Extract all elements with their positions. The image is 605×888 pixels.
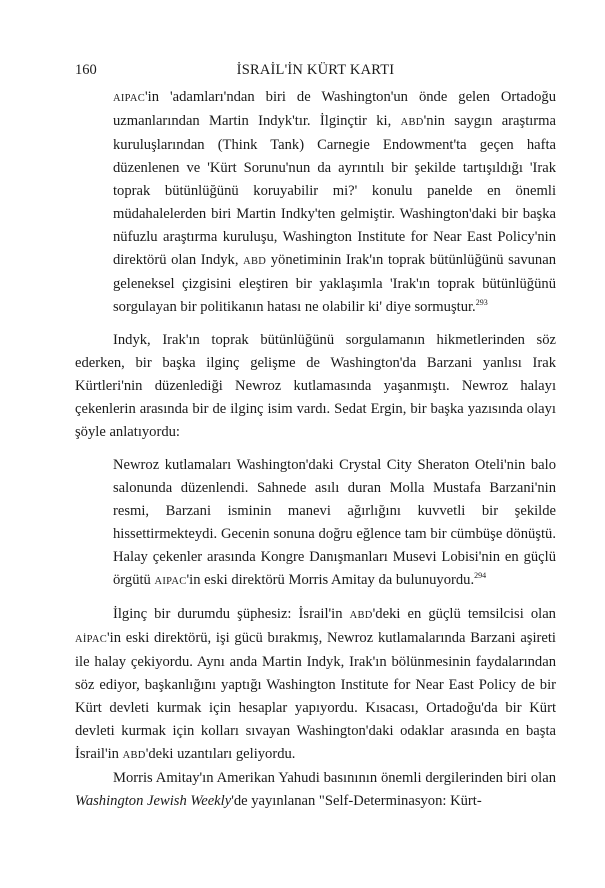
text-run: İlginç bir durumdu şüphesiz: İsrail'in xyxy=(113,606,350,622)
block-quote-2 xyxy=(113,454,556,593)
footnote-ref: 293 xyxy=(475,298,488,307)
italic-title: Washington Jewish Weekly xyxy=(75,793,232,809)
text-run: 'de yayınlanan "Self-Determinasyon: Kürt- xyxy=(231,793,482,809)
small-caps-acronym: AİPAC xyxy=(75,634,108,645)
paragraph-3 xyxy=(75,767,556,813)
block-quote-1 xyxy=(113,86,556,319)
paragraph-1 xyxy=(75,329,556,444)
page-body xyxy=(75,86,556,813)
paragraph-2 xyxy=(75,603,556,767)
small-caps-acronym: ABD xyxy=(243,256,267,267)
small-caps-acronym: ABD xyxy=(122,750,146,761)
text-run: Newroz kutlamaları Washington'daki Crystal City Sheraton Oteli'nin balo salonunda düzenlendi. Sahnede asılı duran Molla Mustafa Barzani'nin resmi, Barzani isminin manevi ağırlığını kuvvetli bir şekilde hissettirmekteydi. Gecenin sonuna doğru eğlence tam bir cümbüşe dönüştü. Halay çekenler arasında Kongre Danışmanları Musevi Lobisi'nin en güçlü örgütü xyxy=(113,457,556,588)
small-caps-acronym: AIPAC xyxy=(113,93,146,104)
text-run: yönetiminin Irak'ın toprak bütünlüğünü savunan geleneksel çizgisini eleştiren bir yaklaşımla 'Irak'ın toprak bütünlüğünü sorgulayan bir politikanın hatası ne olabilir ki' diye sormuştur. xyxy=(113,252,557,315)
running-title: İSRAİL'İN KÜRT KARTI xyxy=(236,62,395,78)
text-run: 'nin saygın araştırma kuruluşlarından (Think Tank) Carnegie Endowment'ta geçen hafta düzenlenen ve 'Kürt Sorunu'nun da ayrıntılı bir şekilde tartışıldığı 'Irak toprak bütünlüğünü koruyabilir mi?' konulu panelde en önemli müdahalelerden biri Martin Indky'ten gelmiştir. Washington'daki bir başka nüfuzlu araştırma kuruluşu, Washington Institute for Near East Policy'nin direktörü olan Indyk, xyxy=(113,113,556,268)
text-run: 'in 'adamları'ndan biri de Washington'un önde gelen Ortadoğu uzmanlarından Martin Indyk'tır. İlginçtir ki, xyxy=(113,89,556,129)
text-run: Indyk, Irak'ın toprak bütünlüğünü sorgulamanın hikmetlerinden söz ederken, bir başka ilginç gelişme de Washington'da Barzani yanlısı Irak Kürtleri'nin düzenlediği Newroz kutlamasında yaşanmıştı. Newroz halayı çekenlerin arasında bir de ilginç isim vardı. Sedat Ergin, bir başka yazısında olayı şöyle anlatıyordu: xyxy=(75,332,556,440)
page-number: 160 xyxy=(75,62,97,78)
text-run: 'deki uzantıları geliyordu. xyxy=(145,746,296,762)
small-caps-acronym: ABD xyxy=(400,117,424,128)
footnote-ref: 294 xyxy=(474,571,487,580)
small-caps-acronym: ABD xyxy=(349,610,373,621)
small-caps-acronym: AIPAC xyxy=(154,576,187,587)
text-run: Morris Amitay'ın Amerikan Yahudi basınının önemli dergilerinden biri olan xyxy=(113,770,556,786)
page-header xyxy=(75,62,556,84)
text-run: 'in eski direktörü, işi gücü bırakmış, Newroz kutlamalarında Barzani aşireti ile halay çekiyordu. Aynı anda Martin Indyk, Irak'ın bölünmesinin faydalarından söz ediyor, başkanlığını yaptığı Washington Institute for Near East Policy de bir Kürt devleti kurmak için hesaplar yapıyordu. Kısacası, Ortadoğu'da bir Kürt devleti kurmak için kolları sıvayan Washington'daki odaklar arasında en başta İsrail'in xyxy=(75,630,556,762)
text-run: 'deki en güçlü temsilcisi olan xyxy=(372,606,556,622)
text-run: 'in eski direktörü Morris Amitay da bulunuyordu. xyxy=(186,572,475,588)
